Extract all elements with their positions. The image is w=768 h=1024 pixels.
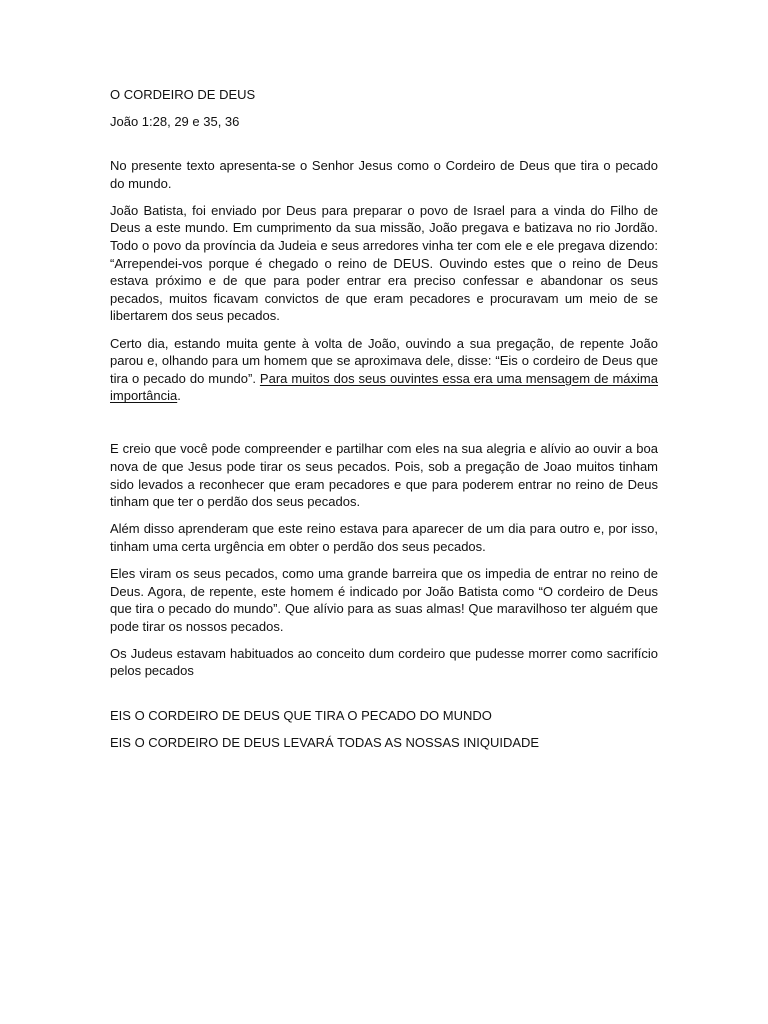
- paragraph-joao-batista: João Batista, foi enviado por Deus para preparar o povo de Israel para a vinda do Filho de Deus a este mundo. Em cumprimento da sua missão, João pregava e batizava no rio Jordão. Todo o povo da província da Judeia e seus arredores vinha ter com ele e ele pregava dizendo: “Arrependei-vos porque é chegado o reino de DEUS. Ouvindo estes que o reino de Deus estava próximo e de que para poder entrar era preciso confessar e abandonar os seus pecados, muitos ficavam convictos de que eram pecadores e procuravam um meio de se libertarem dos seus pecados.: [110, 202, 658, 324]
- underlined-emphasis: Para muitos dos seus ouvintes essa era uma mensagem de máxima importância: [110, 370, 658, 404]
- paragraph-intro: No presente texto apresenta-se o Senhor Jesus como o Cordeiro de Deus que tira o pecado do mundo.: [110, 158, 658, 191]
- paragraph-barreira: Eles viram os seus pecados, como uma grande barreira que os impedia de entrar no reino de Deus. Agora, de repente, este homem é indicado por João Batista como “O cordeiro de Deus que tira o pecado do mundo”. Que alívio para as suas almas! Que maravilhoso ter alguém que pode tirar os nossos pecados.: [110, 565, 658, 634]
- blank-line: [110, 414, 658, 440]
- paragraph-alegria: E creio que você pode compreender e partilhar com eles na sua alegria e alívio ao ouvir a boa nova de que Jesus pode tirar os seus pecados. Pois, sob a pregação de Joao muitos tinham sido levados a reconhecer que eram pecadores e que para poderem entrar no reino de Deus tinham que ter o perdão dos seus pecados.: [110, 441, 658, 510]
- paragraph-certo-dia: [110, 335, 658, 405]
- document-page: [110, 86, 658, 761]
- blank-line: [110, 140, 658, 157]
- scripture-reference: João 1:28, 29 e 35, 36: [110, 114, 240, 130]
- paragraph-sacrificio: Os Judeus estavam habituados ao conceito dum cordeiro que pudesse morrer como sacrifício pelos pecados: [110, 645, 658, 679]
- paragraph-certo-dia-text: Certo dia, estando muita gente à volta de João, ouvindo a sua pregação, de repente João parou e, olhando para um homem que se aproximava dele, disse: “Eis o cordeiro de Deus que tira o pecado do mundo”.: [110, 335, 658, 386]
- closing-line-1: EIS O CORDEIRO DE DEUS QUE TIRA O PECADO DO MUNDO: [110, 707, 492, 723]
- blank-line: [110, 690, 658, 707]
- paragraph-certo-dia-end: .: [177, 388, 181, 404]
- closing-line-2: EIS O CORDEIRO DE DEUS LEVARÁ TODAS AS NOSSAS INIQUIDADE: [110, 734, 540, 750]
- paragraph-urgencia: Além disso aprenderam que este reino estava para aparecer de um dia para outro e, por isso, tinham uma certa urgência em obter o perdão dos seus pecados.: [110, 521, 658, 554]
- document-title: O CORDEIRO DE DEUS: [110, 87, 256, 102]
